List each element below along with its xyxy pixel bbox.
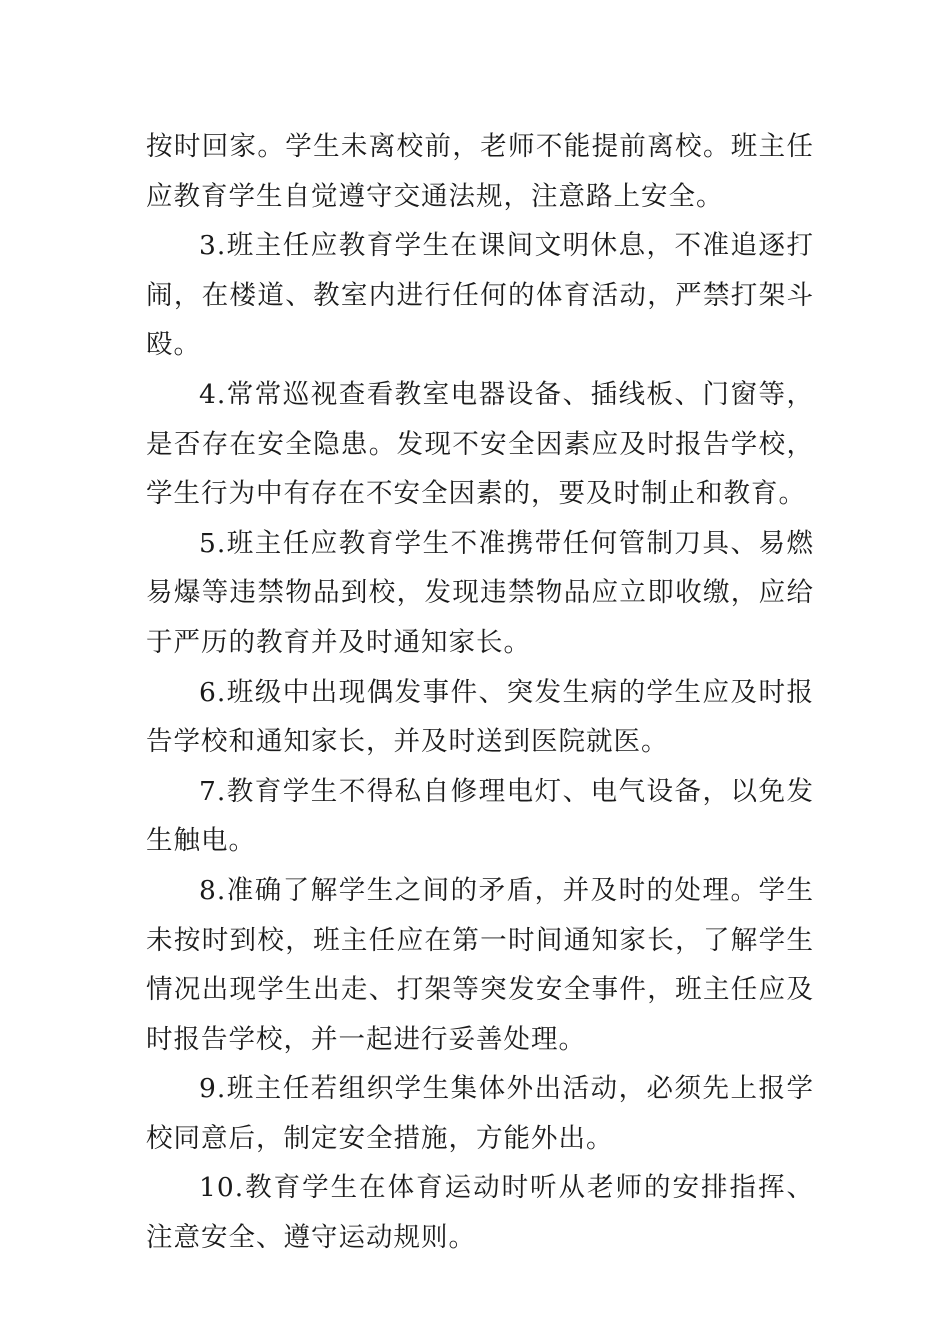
- paragraph-continuation: 按时回家。学生未离校前，老师不能提前离校。班主任应教育学生自觉遵守交通法规，注意路上安全。: [146, 131, 814, 212]
- paragraph-item-3: 3.班主任应教育学生在课间文明休息，不准追逐打闹，在楼道、教室内进行任何的体育活动，严禁打架斗殴。: [146, 230, 814, 361]
- paragraph-item-10: 10.教育学生在体育运动时听从老师的安排指挥、注意安全、遵守运动规则。: [146, 1172, 814, 1254]
- paragraph-item-5: 5.班主任应教育学生不准携带任何管制刀具、易燃易爆等违禁物品到校，发现违禁物品应立即收缴，应给于严历的教育并及时通知家长。: [146, 527, 814, 658]
- paragraph-item-8: 8.准确了解学生之间的矛盾，并及时的处理。学生未按时到校，班主任应在第一时间通知家长，了解学生情况出现学生出走、打架等突发安全事件，班主任应及时报告学校，并一起进行妥善处理。: [146, 874, 814, 1055]
- paragraph-item-7: 7.教育学生不得私自修理电灯、电气设备，以免发生触电。: [146, 775, 814, 857]
- paragraph-item-9: 9.班主任若组织学生集体外出活动，必须先上报学校同意后，制定安全措施，方能外出。: [146, 1073, 814, 1154]
- document-body: [146, 122, 814, 1263]
- paragraph-item-6: 6.班级中出现偶发事件、突发生病的学生应及时报告学校和通知家长，并及时送到医院就医。: [146, 676, 814, 758]
- paragraph-item-4: 4.常常巡视查看教室电器设备、插线板、门窗等，是否存在安全隐患。发现不安全因素应及时报告学校，学生行为中有存在不安全因素的，要及时制止和教育。: [146, 378, 814, 510]
